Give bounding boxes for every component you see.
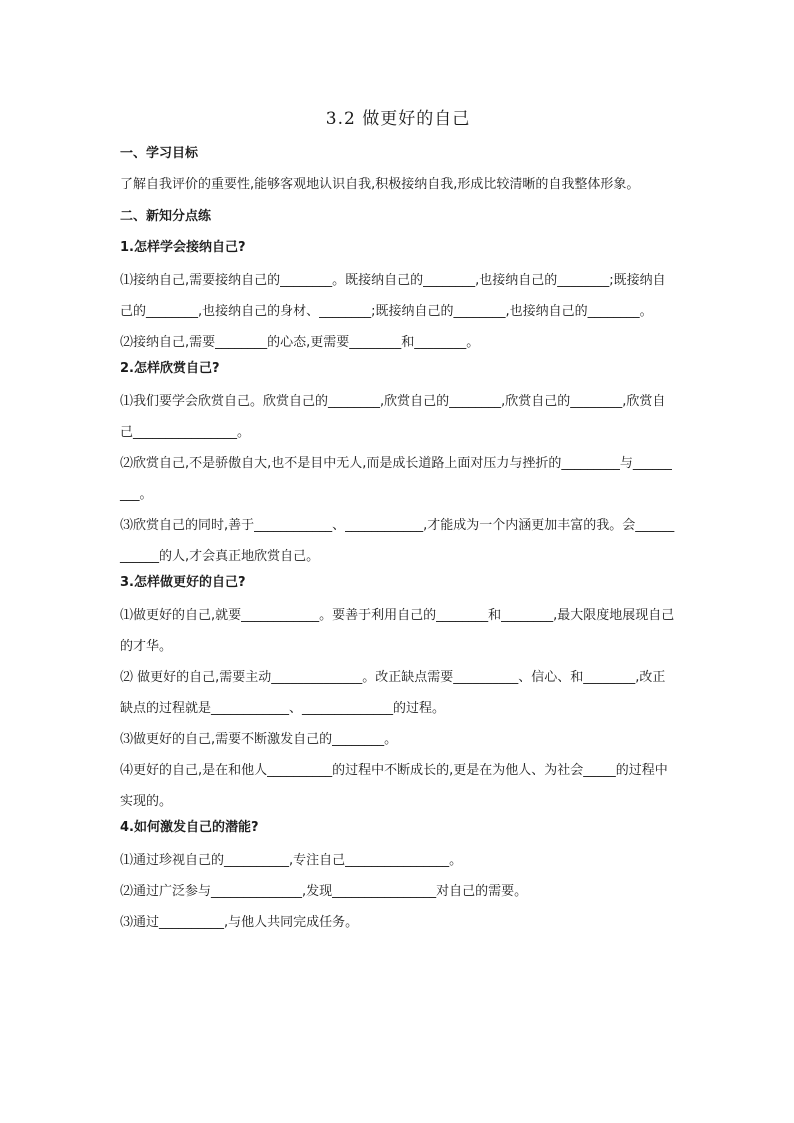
question-2-item-2: ⑵欣赏自己,不是骄傲自大,也不是目中无人,而是成长道路上面对压力与挫折的_________与_________。 [120, 456, 672, 502]
question-3-heading: 3.怎样做更好的自己? [120, 575, 246, 590]
question-1-item-2: ⑵接纳自己,需要________的心态,更需要________和________。 [120, 335, 480, 350]
question-1-item-1: ⑴接纳自己,需要接纳自己的________。既接纳自己的________,也接纳自己的________;既接纳自己的________,也接纳自己的身材、________;既接纳自己的________,也接纳自己的________。 [120, 273, 666, 319]
question-1-heading: 1.怎样学会接纳自己? [120, 240, 246, 255]
question-4-item-1: ⑴通过珍视自己的__________,专注自己________________。 [120, 853, 463, 868]
question-4-item-3: ⑶通过__________,与他人共同完成任务。 [120, 915, 359, 930]
question-3-item-1: ⑴做更好的自己,就要____________。要善于利用自己的________和________,最大限度地展现自己的才华。 [120, 608, 675, 654]
question-4-heading: 4.如何激发自己的潜能? [120, 820, 259, 835]
question-2-item-3: ⑶欣赏自己的同时,善于____________、____________,才能成为一个内涵更加丰富的我。会____________的人,才会真正地欣赏自己。 [120, 518, 675, 564]
question-3-item-3: ⑶做更好的自己,需要不断激发自己的________。 [120, 732, 398, 747]
section-heading-practice: 二、新知分点练 [120, 209, 212, 224]
question-2-heading: 2.怎样欣赏自己? [120, 361, 220, 376]
question-3-item-2: ⑵ 做更好的自己,需要主动______________。改正缺点需要__________、信心、和________,改正缺点的过程就是____________、______________的过程。 [120, 670, 666, 716]
question-3-item-4: ⑷更好的自己,是在和他人__________的过程中不断成长的,更是在为他人、为社会_____的过程中实现的。 [120, 763, 668, 809]
section-heading-goals: 一、学习目标 [120, 146, 199, 161]
question-4-item-2: ⑵通过广泛参与______________,发现________________对自己的需要。 [120, 884, 528, 899]
question-2-item-1: ⑴我们要学会欣赏自己。欣赏自己的________,欣赏自己的________,欣赏自己的________,欣赏自己________________。 [120, 394, 666, 440]
goal-text: 了解自我评价的重要性,能够客观地认识自我,积极接纳自我,形成比较清晰的自我整体形象。 [120, 177, 640, 192]
worksheet-page [120, 104, 676, 938]
page-title: 3.2 做更好的自己 [325, 109, 471, 129]
